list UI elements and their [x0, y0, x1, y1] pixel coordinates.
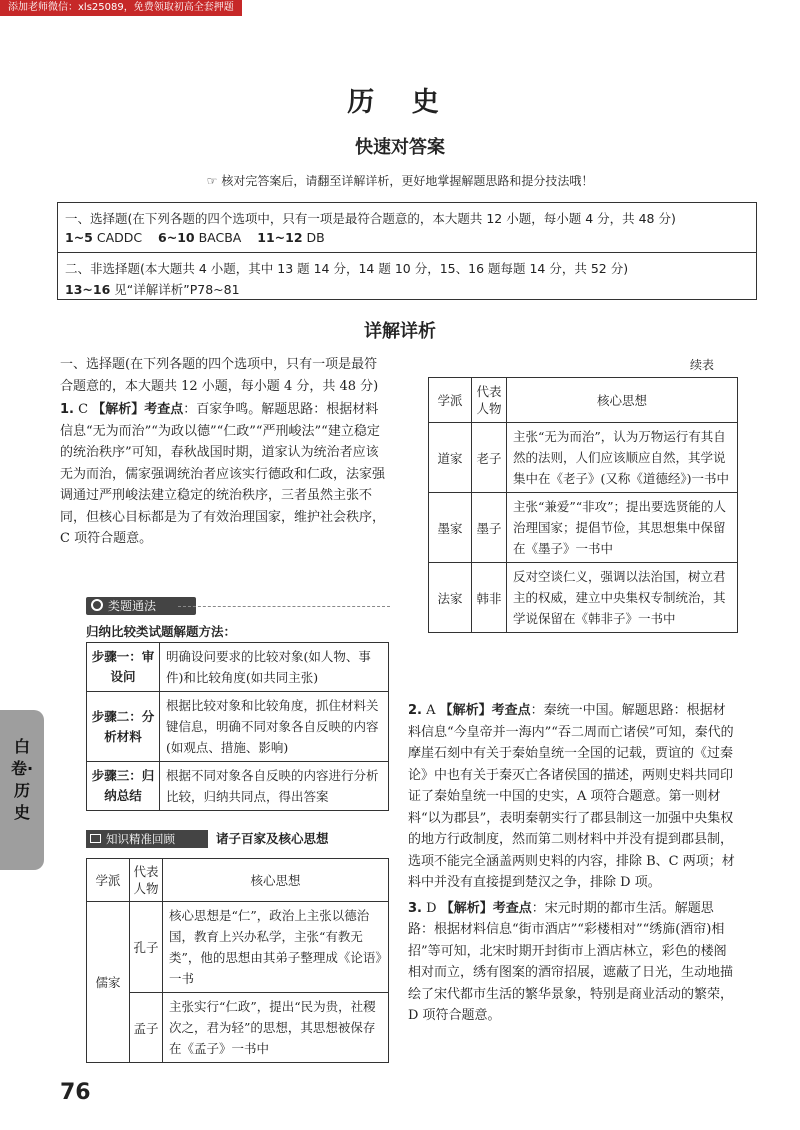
answer-keys-nonchoice — [65, 280, 240, 298]
question-number: 2. — [408, 703, 422, 718]
step-desc: 根据不同对象各自反映的内容进行分析比较，归纳共同点，得出答案 — [160, 762, 389, 811]
side-tab-label: 白卷·历史 — [10, 737, 34, 822]
header-rep: 代表人物 — [472, 378, 507, 423]
rep-cell: 韩非 — [472, 563, 507, 633]
header-rep: 代表人物 — [130, 859, 163, 902]
idea-cell: 主张“兼爱”“非攻”；提出要选贤能的人治理国家；提倡节俭，其思想集中保留在《墨子》一书中 — [507, 493, 738, 563]
page-number: 76 — [60, 1080, 91, 1105]
table-row — [87, 902, 389, 993]
step-label: 步骤一：审设问 — [87, 643, 160, 692]
section-heading: 一、选择题(在下列各题的四个选项中，只有一项是最符合题意的，本大题共 12 小题，每小题 4 分，共 48 分) — [60, 357, 379, 394]
table-row — [87, 993, 389, 1063]
knowledge-title: 诸子百家及核心思想 — [216, 831, 329, 846]
idea-cell: 反对空谈仁义，强调以法治国，树立君主的权威，建立中央集权专制统治，其学说保留在《韩非子》一书中 — [507, 563, 738, 633]
pointing-hand-icon: ☞ — [206, 174, 218, 188]
step-desc: 根据比较对象和比较角度，抓住材料关键信息，明确不同对象各自反映的内容(如观点、措施、影响) — [160, 692, 389, 762]
step-label: 步骤二：分析材料 — [87, 692, 160, 762]
question-answer: D — [426, 900, 437, 916]
schools-table-continued — [428, 377, 738, 633]
left-column — [60, 354, 390, 550]
table-header-row — [429, 378, 738, 423]
table-row — [429, 563, 738, 633]
method-badge-label: 类题通法 — [108, 599, 157, 613]
idea-cell: 主张“无为而治”，认为万物运行有其自然的法则，人们应该顺应自然，其学说集中在《老子》(又称《道德经》)一书中 — [507, 423, 738, 493]
question-1 — [60, 399, 390, 550]
hint-text: 核对完答案后，请翻至详解详析，更好地掌握解题思路和提分技法哦！ — [221, 174, 594, 188]
answer-range: 6~10 — [158, 230, 195, 245]
answer-range: 11~12 — [257, 230, 303, 245]
school-cell: 儒家 — [87, 902, 130, 1063]
page-title: 历 史 — [347, 87, 453, 118]
header-school: 学派 — [429, 378, 472, 423]
rep-cell: 老子 — [472, 423, 507, 493]
quick-answer-title: 快速对答案 — [355, 137, 445, 158]
table-row — [87, 643, 389, 692]
header-idea: 核心思想 — [507, 378, 738, 423]
knowledge-badge — [86, 830, 208, 848]
method-title: 归纳比较类试题解题方法： — [86, 624, 237, 639]
question-answer: A — [426, 703, 436, 718]
quick-answer-box — [57, 202, 757, 300]
school-cell: 墨家 — [429, 493, 472, 563]
school-cell: 法家 — [429, 563, 472, 633]
school-cell: 道家 — [429, 423, 472, 493]
header-school: 学派 — [87, 859, 130, 902]
answer-key: DB — [306, 230, 325, 245]
answer-heading-nonchoice: 二、非选择题(本大题共 4 小题，其中 13 题 14 分，14 题 10 分，15、16 题每题 14 分，共 52 分) — [65, 261, 629, 276]
question-number: 1. — [60, 402, 74, 417]
key-icon — [91, 599, 103, 611]
question-2 — [408, 700, 738, 894]
question-3 — [408, 898, 738, 1027]
analysis-tag: 【解析】考查点 — [439, 703, 531, 718]
method-steps-table — [86, 642, 389, 811]
promo-banner: 添加老师微信：xls25089，免费领取初高全套押题 — [0, 0, 242, 16]
book-icon — [90, 834, 101, 843]
step-desc: 明确设问要求的比较对象(如人物、事件)和比较角度(如共同主张) — [160, 643, 389, 692]
answer-key: 见“详解详析”P78~81 — [114, 282, 240, 297]
detail-title: 详解详析 — [364, 321, 436, 342]
rep-cell: 孟子 — [130, 993, 163, 1063]
knowledge-badge-label: 知识精准回顾 — [106, 832, 175, 846]
table-row — [429, 423, 738, 493]
table-header-row — [87, 859, 389, 902]
answer-keys-choice — [65, 230, 325, 245]
table-row — [87, 762, 389, 811]
analysis-tag: 【解析】考查点 — [440, 900, 532, 916]
answer-range: 1~5 — [65, 230, 93, 245]
analysis-tag: 【解析】考查点 — [92, 402, 184, 417]
table-row — [429, 493, 738, 563]
right-column — [408, 700, 738, 1027]
answer-row-choice — [58, 203, 756, 251]
header-idea: 核心思想 — [163, 859, 389, 902]
question-explanation: ：宋元时期的都市生活。解题思路：根据材料信息“街市酒店”“彩楼相对”“绣旆(酒帘)相招”等可知，北宋时期开封街市上酒店林立，彩色的楼阁相对而立，绣有图案的酒帘招展，遮蔽了日光，生动地描绘了宋代都市生活的繁华景象，特别是商业活动的繁荣，D 项符合题意。 — [408, 900, 734, 1023]
answer-range: 13~16 — [65, 282, 111, 297]
answer-key: BACBA — [198, 230, 242, 245]
question-explanation: ：百家争鸣。解题思路：根据材料信息“无为而治”“为政以德”“仁政”“严刑峻法”“建立稳定的统治秩序”可知，春秋战国时期，道家认为统治者应该无为而治，儒家强调统治者应该实行德政和仁政，法家强调通过严刑峻法建立稳定的统治秩序，三者虽然主张不同，但核心目标都是为了有效治理国家，维护社会秩序，C 项符合题意。 — [60, 402, 386, 546]
question-explanation: ：秦统一中国。解题思路：根据材料信息“今皇帝并一海内”“吞二周而亡诸侯”可知，秦代的摩崖石刻中有关于秦始皇统一全国的记载，贾谊的《过秦论》中也有关于秦灭亡各诸侯国的描述，两则史料共同印证了秦始皇统一中国的史实，A 项符合题意。第一则材料“以为郡县”，表明秦朝实行了郡县制这一加强中央集权的地方行政制度，然而第二则材料中并没有提到郡县制，选项不能完全涵盖两则史料的内容，排除 B、C 两项；材料中并没有直接提到楚汉之争，排除 D 项。 — [408, 703, 735, 890]
idea-cell: 主张实行“仁政”，提出“民为贵，社稷次之，君为轻”的思想，其思想被保存在《孟子》一书中 — [163, 993, 389, 1063]
side-tab — [0, 710, 44, 870]
question-answer: C — [78, 402, 89, 417]
table-row — [87, 692, 389, 762]
divider — [178, 606, 390, 607]
rep-cell: 孔子 — [130, 902, 163, 993]
hint-line — [0, 172, 800, 189]
question-number: 3. — [408, 900, 422, 916]
rep-cell: 墨子 — [472, 493, 507, 563]
continued-label: 续表 — [690, 358, 715, 372]
answer-heading-choice: 一、选择题(在下列各题的四个选项中，只有一项是最符合题意的，本大题共 12 小题，每小题 4 分，共 48 分) — [65, 211, 676, 226]
idea-cell: 核心思想是“仁”，政治上主张以德治国，教育上兴办私学，主张“有教无类”，他的思想由其弟子整理成《论语》一书 — [163, 902, 389, 993]
step-label: 步骤三：归纳总结 — [87, 762, 160, 811]
schools-table — [86, 858, 389, 1063]
answer-key: CADDC — [96, 230, 143, 245]
answer-row-nonchoice — [58, 252, 756, 301]
